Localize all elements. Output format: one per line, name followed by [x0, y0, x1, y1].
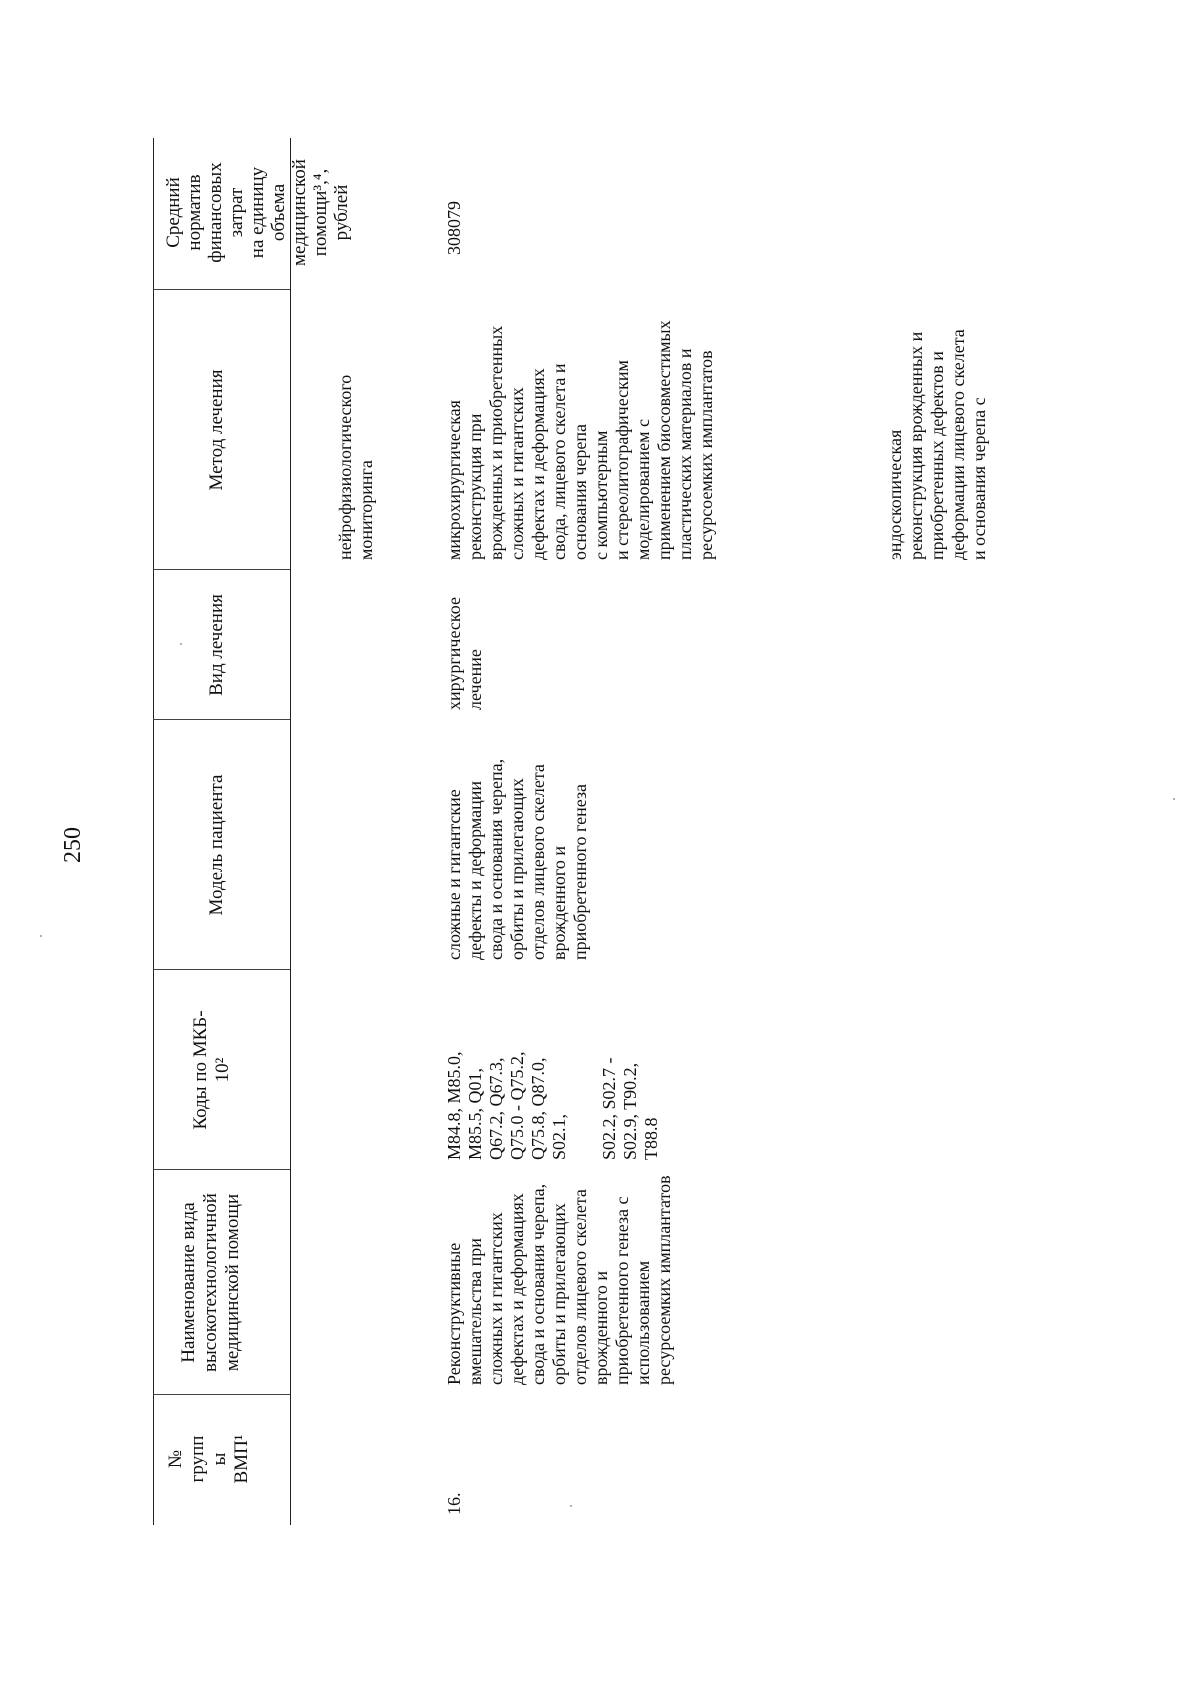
- header-cost: Средний норматив финансовых затрат на единицу объема медицинской помощи³,⁴, рублей: [163, 159, 352, 266]
- row-method-secondary: эндоскопическая реконструкция врожденных и приобретенных дефектов и деформации лицевого скелета и основания черепа с: [885, 329, 989, 560]
- column-divider: [153, 569, 290, 570]
- table-header-bottom-border: [290, 138, 291, 1525]
- scan-speck: [1173, 798, 1175, 800]
- header-codes: Коды по МКБ- 10²: [190, 1010, 233, 1130]
- row-patient-model: сложные и гигантские дефекты и деформации свода и основания черепа, орбиты и прилегающих отделов лицевого скелета врожденного и приобретенного генеза: [444, 758, 590, 960]
- page-number: 250: [60, 827, 86, 863]
- scan-speck: [180, 643, 182, 645]
- row-codes-secondary: S02.2, S02.7 - S02.9, T90.2, T88.8: [599, 1057, 661, 1160]
- column-divider: [153, 1394, 290, 1395]
- row-cost: 308079: [444, 201, 464, 255]
- row-name: Реконструктивные вмешательства при сложных и гигантских дефектах и деформациях свода и основания черепа, орбиты и прилегающих отделов лицевого скелета врожденного и приобретенного генеза с использованием ресурсоемких имплантатов: [444, 1175, 674, 1385]
- header-name: Наименование вида высокотехнологичной медицинской помощи: [178, 1193, 243, 1372]
- column-divider: [153, 1169, 290, 1170]
- header-treatment-type: Вид лечения: [206, 594, 227, 696]
- table-top-border: [153, 138, 154, 1525]
- scan-speck: [570, 1505, 572, 1507]
- carryover-method-text: нейрофизиологического мониторинга: [335, 374, 376, 560]
- row-codes-primary: M84.8, M85.0, M85.5, Q01, Q67.2, Q67.3, Q75.0 - Q75.2, Q75.8, Q87.0, S02.1,: [444, 1051, 569, 1160]
- column-divider: [153, 719, 290, 720]
- header-group-number: № групп ы ВМП¹: [165, 1434, 252, 1484]
- row-group-number: 16.: [444, 1492, 464, 1515]
- column-divider: [153, 969, 290, 970]
- row-treatment-type: хирургическое лечение: [444, 597, 485, 710]
- header-method: Метод лечения: [206, 369, 227, 491]
- row-method-primary: микрохирургическая реконструкция при врожденных и приобретенных сложных и гигантских дефектах и деформациях свода, лицевого скелета и основания черепа с компьютерным и стереолитографическим моделированием с применением биосовместимых пластических материалов и ресурсоемких имплантатов: [444, 320, 716, 560]
- scan-speck: [40, 935, 42, 937]
- header-patient-model: Модель пациента: [206, 774, 227, 916]
- column-divider: [153, 289, 290, 290]
